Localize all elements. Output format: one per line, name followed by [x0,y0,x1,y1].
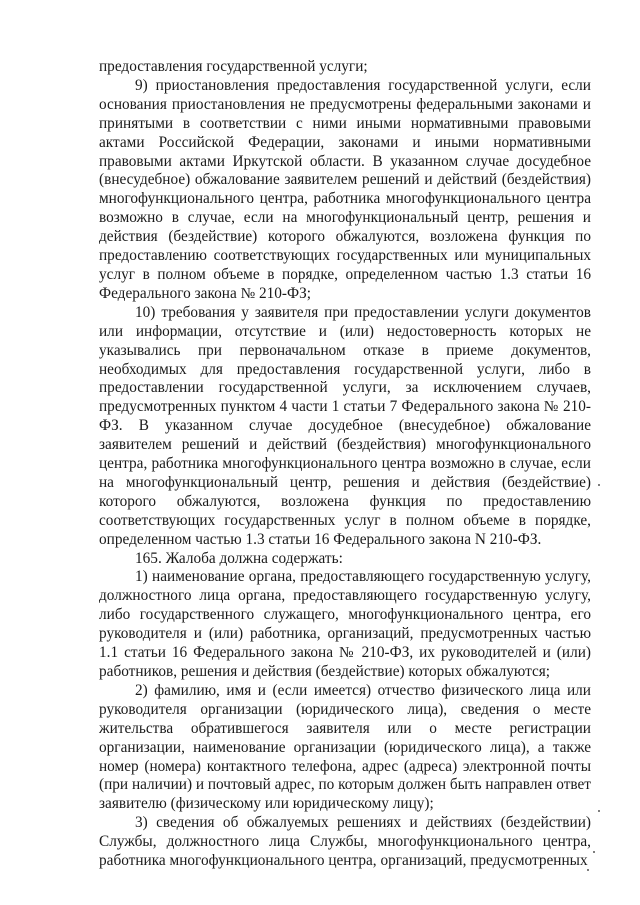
scan-speck [598,810,600,812]
paragraph-item-1: 1) наименование органа, предоставляющего государственную услугу, должностного лица органа, предоставляющего государственную услугу, либо государственного служащего, многофункционального центра, его руководителя и (или) работника, организаций, предусмотренных частью 1.1 статьи 16 Федерального закона № 210-ФЗ, их руководителей и (или) работников, решения и действия (бездействие) которых обжалуются; [99,568,591,680]
paragraph-item-9: 9) приостановления предоставления государственной услуги, если основания приостановления не предусмотрены федеральными законами и принятыми в соответствии с ними иными нормативными правовыми актами Российской Федерации, законами и иными нормативными правовыми актами Иркутской области. В указанном случае досудебное (внесудебное) обжалование заявителем решений и действий (бездействия) многофункционального центра, работника многофункционального центра возможно в случае, если на многофункциональный центр, решения и действия (бездействие) которого обжалуются, возложена функция по предоставлению соответствующих государственных или муниципальных услуг в полном объеме в порядке, определенном частью 1.3 статьи 16 Федерального закона № 210-ФЗ; [99,76,591,302]
paragraph-item-10: 10) требования у заявителя при предоставлении услуги документов или информации, отсутствие и (или) недостоверность которых не указывались при первоначальном отказе в приеме документов, необходимых для предоставления государственной услуги, либо в предоставлении государственной услуги, за исключением случаев, предусмотренных пунктом 4 части 1 статьи 7 Федерального закона № 210-ФЗ. В указанном случае досудебное (внесудебное) обжалование заявителем решений и действий (бездействия) многофункционального центра, работника многофункционального центра возможно в случае, если на многофункциональный центр, решения и действия (бездействие) которого обжалуются, возложена функция по предоставлению соответствующих государственных услуг в полном объеме в порядке, определенном частью 1.3 статьи 16 Федерального закона N 210-ФЗ. [99,303,591,548]
paragraph-continuation: предоставления государственной услуги; [99,58,368,75]
paragraph-item-3: 3) сведения об обжалуемых решениях и действиях (бездействии) Службы, должностного лица Службы, многофункционального центра, работника многофункционального центра, организаций, предусмотренных [99,814,591,870]
scan-speck [587,869,589,871]
paragraph-item-2: 2) фамилию, имя и (если имеется) отчество физического лица или руководителя организации (юридического лица), сведения о месте жительства обратившегося заявителя или о месте регистрации организации, наименование организации (юридического лица), а также номер (номера) контактного телефона, адрес (адреса) электронной почты (при наличии) и почтовый адрес, по которым должен быть направлен ответ заявителю (физическому или юридическому лицу); [99,681,591,813]
scan-speck [593,851,595,853]
document-body [99,58,591,871]
paragraph-clause-165: 165. Жалоба должна содержать: [135,549,343,567]
scan-speck [598,484,600,486]
